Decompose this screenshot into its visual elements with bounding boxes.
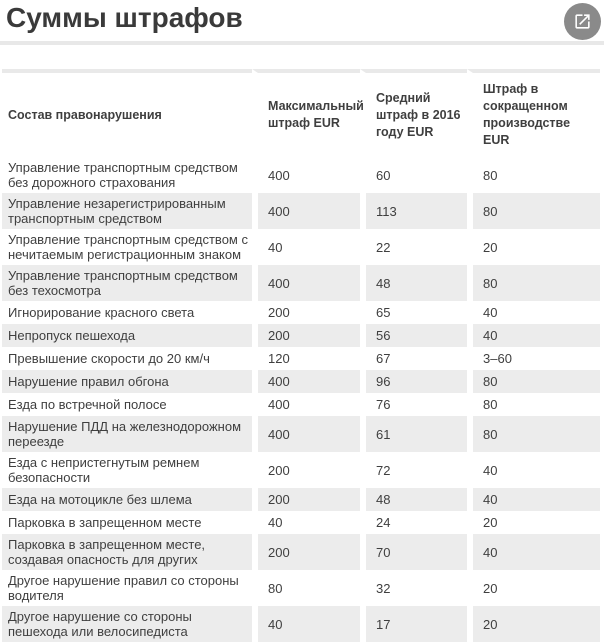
violation-name: Управление незарегистрированным транспортным средством <box>8 196 226 226</box>
table-row <box>2 452 600 488</box>
column-header-avg-fine-2016: Средний штраф в 2016 году EUR <box>360 69 467 157</box>
table-row <box>2 393 600 416</box>
fine-value: 20 <box>467 229 600 265</box>
fine-value: 200 <box>252 488 360 511</box>
fine-value: 65 <box>360 301 467 324</box>
violation-name: Управление транспортным средством с нечитаемым регистрационным знаком <box>8 232 248 262</box>
fine-value: 200 <box>252 534 360 570</box>
table-row <box>2 301 600 324</box>
violation-name: Парковка в запрещенном месте <box>8 515 202 530</box>
table-row <box>2 534 600 570</box>
column-header-reduced-fine: Штраф в сокращенном производстве EUR <box>467 69 600 157</box>
table-row <box>2 488 600 511</box>
fine-value: 76 <box>360 393 467 416</box>
column-header-max-fine: Максимальный штраф EUR <box>252 69 360 157</box>
fine-value: 40 <box>467 301 600 324</box>
fine-value: 48 <box>360 265 467 301</box>
fine-value: 40 <box>467 324 600 347</box>
fine-value: 400 <box>252 370 360 393</box>
fine-value: 96 <box>360 370 467 393</box>
fine-value: 70 <box>360 534 467 570</box>
fine-value: 80 <box>467 393 600 416</box>
share-button[interactable] <box>564 3 601 40</box>
table-row <box>2 265 600 301</box>
fine-value: 20 <box>467 511 600 534</box>
table-row <box>2 570 600 606</box>
table-row <box>2 370 600 393</box>
fine-value: 40 <box>467 534 600 570</box>
fine-value: 60 <box>360 157 467 193</box>
violation-name: Управление транспортным средством без дорожного страхования <box>8 160 238 190</box>
page-title: Суммы штрафов <box>6 2 243 33</box>
fine-value: 22 <box>360 229 467 265</box>
fine-value: 80 <box>467 370 600 393</box>
table-row <box>2 606 600 642</box>
fine-value: 113 <box>360 193 467 229</box>
fine-value: 400 <box>252 393 360 416</box>
table-row <box>2 416 600 452</box>
fine-value: 200 <box>252 301 360 324</box>
violation-name: Непропуск пешехода <box>8 328 136 343</box>
table-body <box>2 157 600 642</box>
title-divider <box>0 41 604 45</box>
column-header-violation: Состав правонарушения <box>2 69 252 157</box>
fine-value: 200 <box>252 452 360 488</box>
fine-value: 67 <box>360 347 467 370</box>
fine-value: 20 <box>467 606 600 642</box>
violation-name: Игнорирование красного света <box>8 305 195 320</box>
table-header-row <box>2 69 600 157</box>
fine-value: 400 <box>252 193 360 229</box>
fine-value: 40 <box>467 488 600 511</box>
violation-name: Парковка в запрещенном месте, создавая опасность для других <box>8 537 206 567</box>
fine-value: 400 <box>252 265 360 301</box>
violation-name: Другое нарушение правил со стороны водителя <box>8 573 239 603</box>
fine-value: 120 <box>252 347 360 370</box>
fine-value: 17 <box>360 606 467 642</box>
fine-value: 20 <box>467 570 600 606</box>
fine-value: 61 <box>360 416 467 452</box>
violation-name: Другое нарушение со стороны пешехода или велосипедиста <box>8 609 192 639</box>
fines-table <box>2 69 600 642</box>
fine-value: 24 <box>360 511 467 534</box>
fine-value: 72 <box>360 452 467 488</box>
table-header <box>2 69 600 157</box>
table-row <box>2 511 600 534</box>
fine-value: 40 <box>252 229 360 265</box>
widget-header <box>0 0 604 41</box>
violation-name: Езда на мотоцикле без шлема <box>8 492 192 507</box>
table-row <box>2 229 600 265</box>
table-row <box>2 347 600 370</box>
violation-name: Нарушение правил обгона <box>8 374 169 389</box>
violation-name: Превышение скорости до 20 км/ч <box>8 351 210 366</box>
share-export-icon <box>573 12 592 31</box>
fine-value: 40 <box>252 511 360 534</box>
table-row <box>2 324 600 347</box>
table-row <box>2 193 600 229</box>
fine-value: 40 <box>467 452 600 488</box>
fine-value: 56 <box>360 324 467 347</box>
fine-value: 80 <box>467 157 600 193</box>
table-row <box>2 157 600 193</box>
fine-value: 3–60 <box>467 347 600 370</box>
violation-name: Нарушение ПДД на железнодорожном переезде <box>8 419 242 449</box>
fine-value: 32 <box>360 570 467 606</box>
fine-value: 80 <box>467 265 600 301</box>
violation-name: Управление транспортным средством без техосмотра <box>8 268 238 298</box>
fine-value: 80 <box>467 416 600 452</box>
fine-value: 200 <box>252 324 360 347</box>
fine-value: 80 <box>252 570 360 606</box>
fine-value: 400 <box>252 416 360 452</box>
violation-name: Езда с непристегнутым ремнем безопасности <box>8 455 200 485</box>
fine-value: 80 <box>467 193 600 229</box>
fine-value: 40 <box>252 606 360 642</box>
fine-value: 400 <box>252 157 360 193</box>
violation-name: Езда по встречной полосе <box>8 397 167 412</box>
fine-value: 48 <box>360 488 467 511</box>
